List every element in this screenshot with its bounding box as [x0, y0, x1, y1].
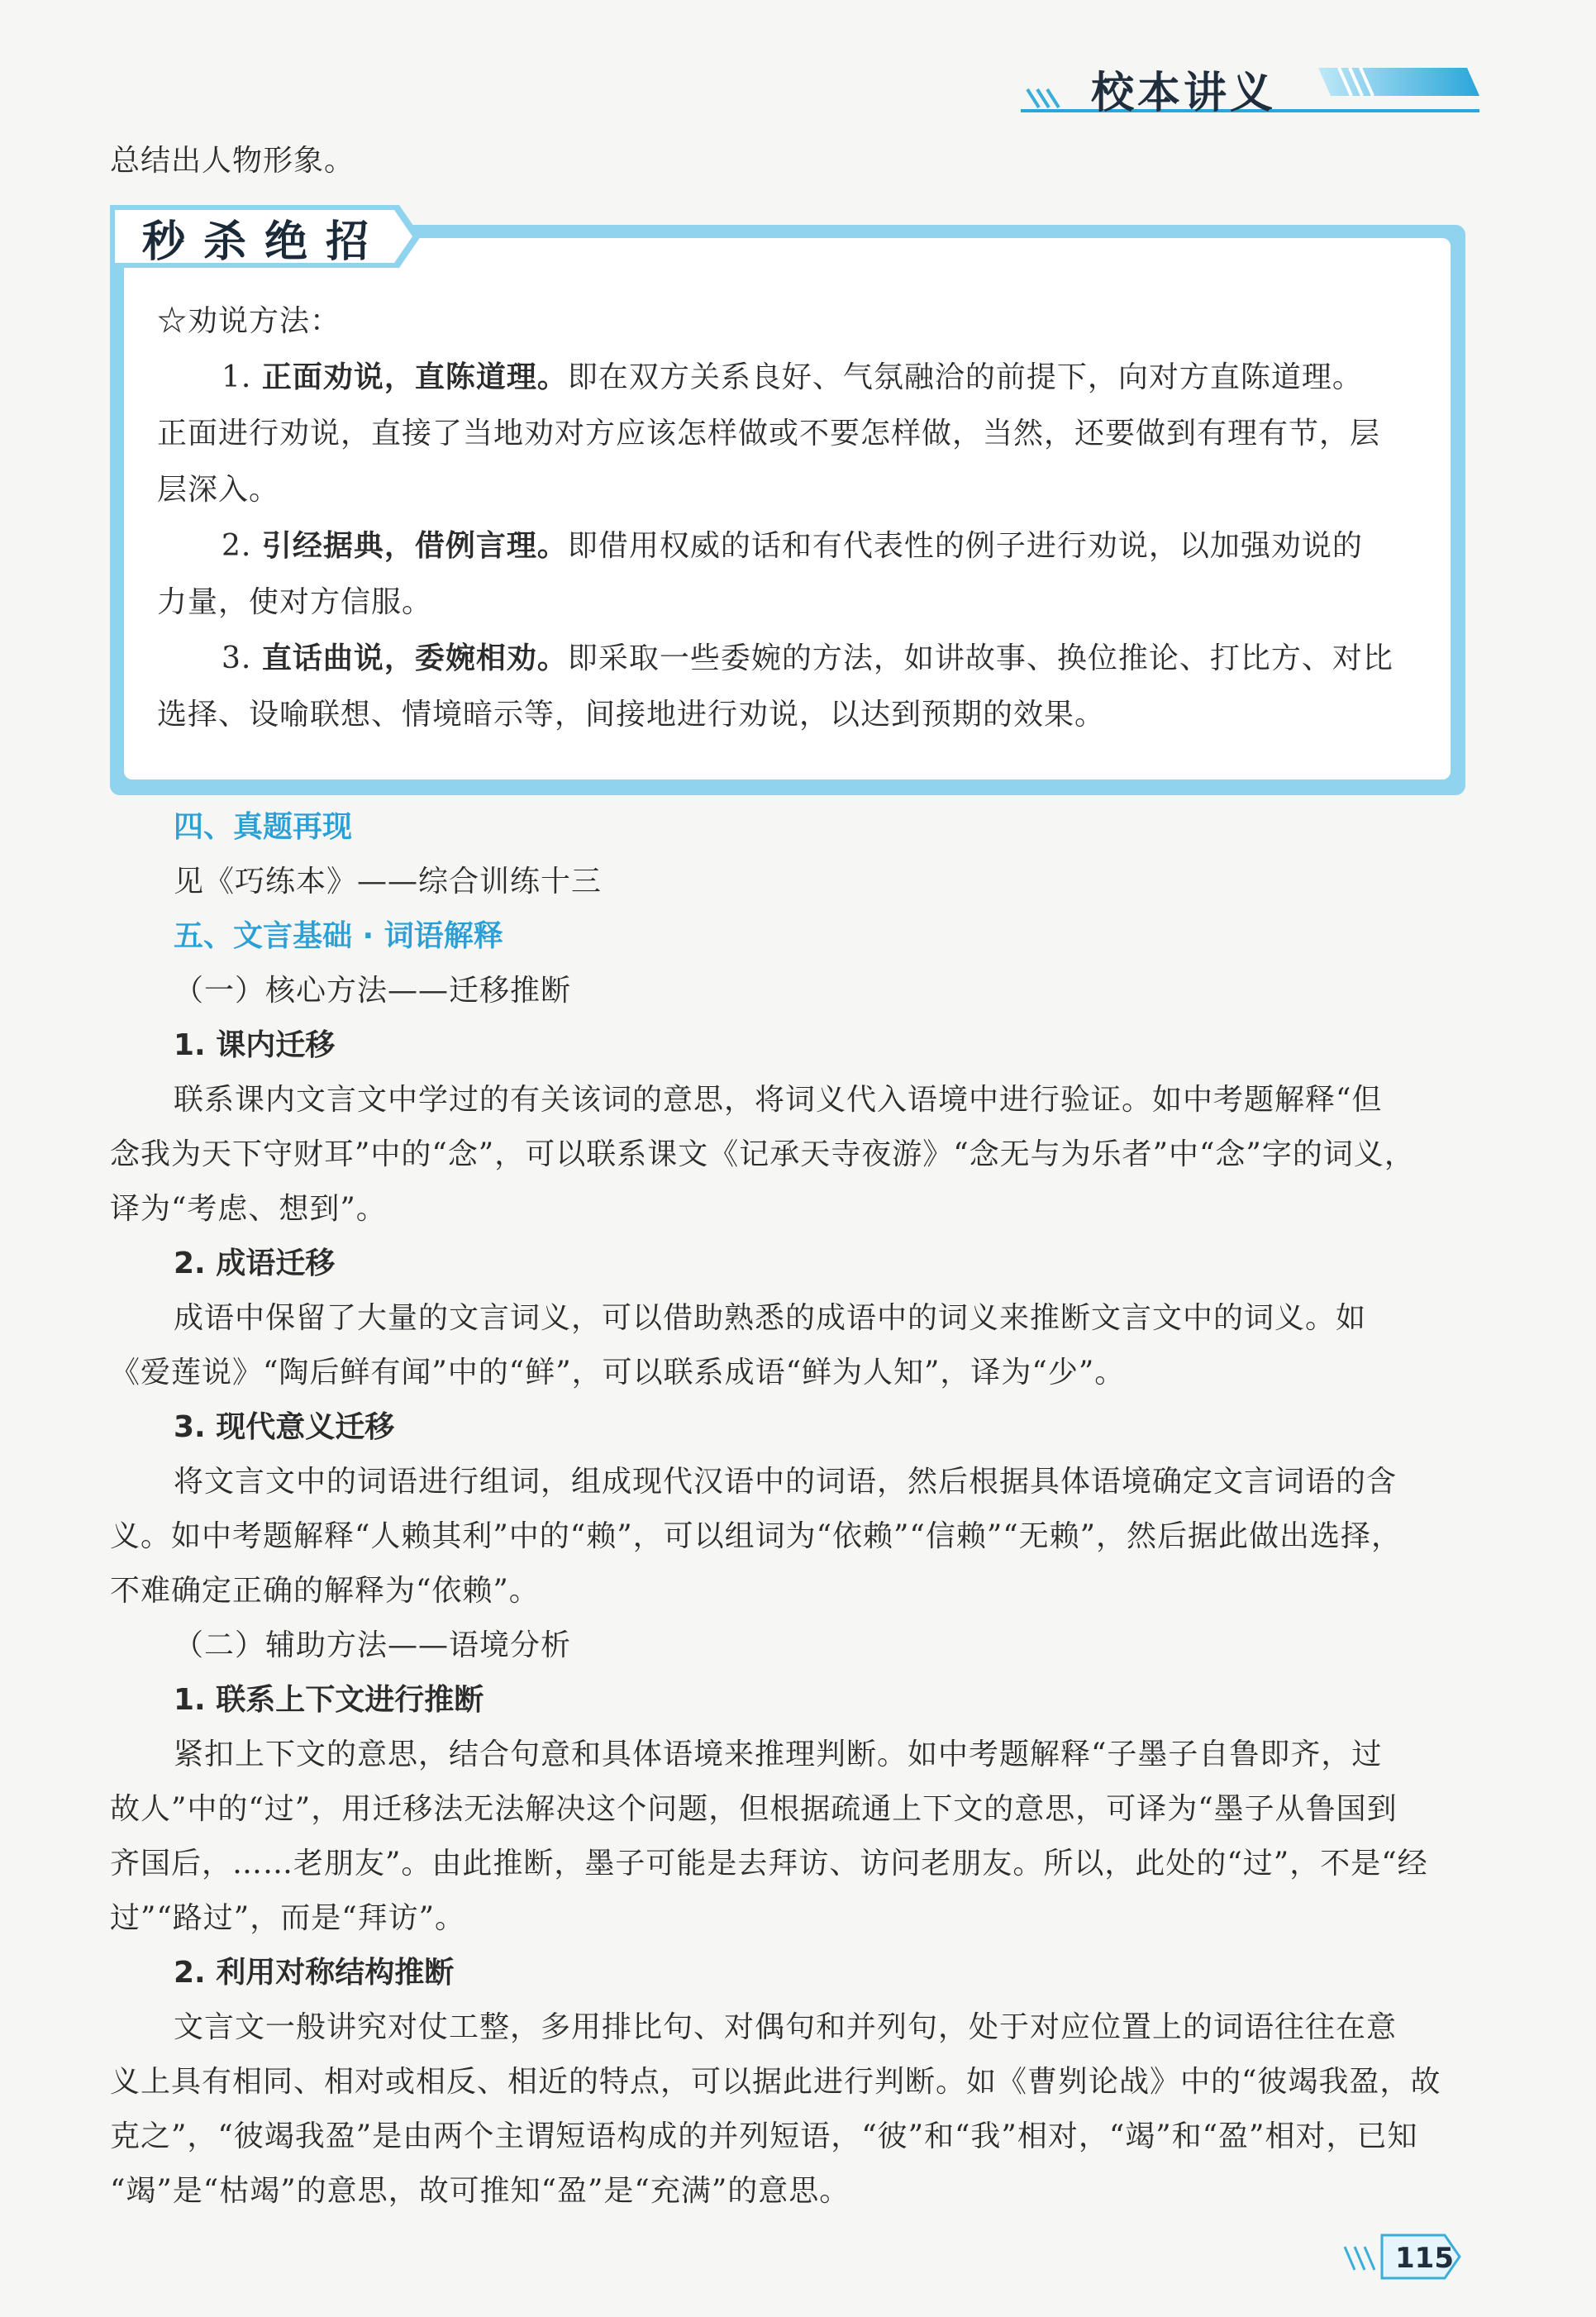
method-2-title: 2. 成语迁移	[174, 1247, 336, 1280]
method-1-line-1: 联系课内文言文中学过的有关该词的意思，将词义代入语境中进行验证。如中考题解释“但	[174, 1083, 1383, 1117]
intro-line: 总结出人物形象。	[110, 144, 355, 178]
tips-item-1-first-line	[222, 350, 1363, 405]
section-5-heading: 五、文言基础 · 词语解释	[174, 919, 503, 953]
aux-2-line-1: 文言文一般讲究对仗工整，多用排比句、对偶句和并列句，处于对应位置上的词语往往在意	[174, 2010, 1398, 2044]
tips-item-3-number: 3.	[222, 641, 252, 675]
tips-heading: ☆劝说方法：	[157, 304, 341, 338]
aux-1-title: 1. 联系上下文进行推断	[174, 1683, 484, 1717]
method-3-line-3: 不难确定正确的解释为“依赖”。	[110, 1574, 540, 1608]
tips-item-3-first-line	[222, 632, 1394, 686]
aux-1-line-4: 过”“路过”，而是“拜访”。	[110, 1901, 466, 1935]
header-title: 校本讲义	[1091, 69, 1277, 118]
section-4-heading: 四、真题再现	[174, 810, 353, 844]
tips-item-2-number: 2.	[222, 529, 252, 563]
method-2-line-2: 《爱莲说》“陶后鲜有闻”中的“鲜”，可以联系成语“鲜为人知”，译为“少”。	[110, 1356, 1126, 1390]
page-number: 115	[1395, 2242, 1454, 2275]
tips-item-2-line-2: 力量，使对方信服。	[157, 585, 433, 619]
method-3-line-2: 义。如中考题解释“人赖其利”中的“赖”，可以组词为“依赖”“信赖”“无赖”，然后据此做出选择，	[110, 1519, 1403, 1553]
method-1-title: 1. 课内迁移	[174, 1028, 336, 1062]
tips-item-3-title: 直话曲说，委婉相劝。	[261, 641, 568, 675]
aux-2-title: 2. 利用对称结构推断	[174, 1956, 455, 1990]
aux-2-line-3: 克之”，“彼竭我盈”是由两个主谓短语构成的并列短语，“彼”和“我”相对，“竭”和“盈”相对，已知	[110, 2119, 1418, 2153]
aux-2-line-4: “竭”是“枯竭”的意思，故可推知“盈”是“充满”的意思。	[110, 2174, 850, 2208]
aux-1-line-1: 紧扣上下文的意思，结合句意和具体语境来推理判断。如中考题解释“子墨子自鲁即齐，过	[174, 1738, 1383, 1771]
page-number-stripes	[1343, 2242, 1380, 2275]
section-4-text: 见《巧练本》——综合训练十三	[174, 865, 603, 899]
tips-item-3-line-2: 选择、设喻联想、情境暗示等，间接地进行劝说，以达到预期的效果。	[157, 698, 1106, 732]
aux-1-line-2: 故人”中的“过”，用迁移法无法解决这个问题，但根据疏通上下文的意思，可译为“墨子从鲁国到	[110, 1792, 1398, 1826]
method-1-line-3: 译为“考虑、想到”。	[110, 1192, 387, 1226]
tips-item-2-first-line	[222, 519, 1363, 574]
method-2-line-1: 成语中保留了大量的文言词义，可以借助熟悉的成语中的词义来推断文言文中的词义。如	[174, 1301, 1367, 1335]
tips-item-1-line-3: 层深入。	[157, 473, 280, 507]
aux-1-line-3: 齐国后，……老朋友”。由此推断，墨子可能是去拜访、访问老朋友。所以，此处的“过”，不是“经	[110, 1847, 1428, 1881]
aux-2-line-2: 义上具有相同、相对或相反、相近的特点，可以据此进行判断。如《曹刿论战》中的“彼竭我盈，故	[110, 2065, 1441, 2099]
tips-item-1-number: 1.	[222, 360, 252, 394]
tips-item-3-text: 即采取一些委婉的方法，如讲故事、换位推论、打比方、对比	[567, 641, 1394, 675]
tips-item-2-text: 即借用权威的话和有代表性的例子进行劝说，以加强劝说的	[567, 529, 1363, 563]
core-method-heading: （一）核心方法——迁移推断	[174, 974, 572, 1008]
tips-item-2-title: 引经据典，借例言理。	[261, 529, 568, 563]
method-3-line-1: 将文言文中的词语进行组词，组成现代汉语中的词语，然后根据具体语境确定文言词语的含	[174, 1465, 1398, 1499]
aux-method-heading: （二）辅助方法——语境分析	[174, 1628, 572, 1662]
tips-item-1-title: 正面劝说，直陈道理。	[261, 360, 568, 394]
method-3-title: 3. 现代意义迁移	[174, 1410, 395, 1444]
tips-item-1-line-2: 正面进行劝说，直接了当地劝对方应该怎样做或不要怎样做，当然，还要做到有理有节，层	[157, 417, 1381, 451]
tips-item-1-text: 即在双方关系良好、气氛融洽的前提下，向对方直陈道理。	[567, 360, 1363, 394]
method-1-line-2: 念我为天下守财耳”中的“念”，可以联系课文《记承天寺夜游》“念无与为乐者”中“念”字的词义，	[110, 1137, 1415, 1171]
tips-tab-title: 秒杀绝招	[142, 217, 388, 267]
